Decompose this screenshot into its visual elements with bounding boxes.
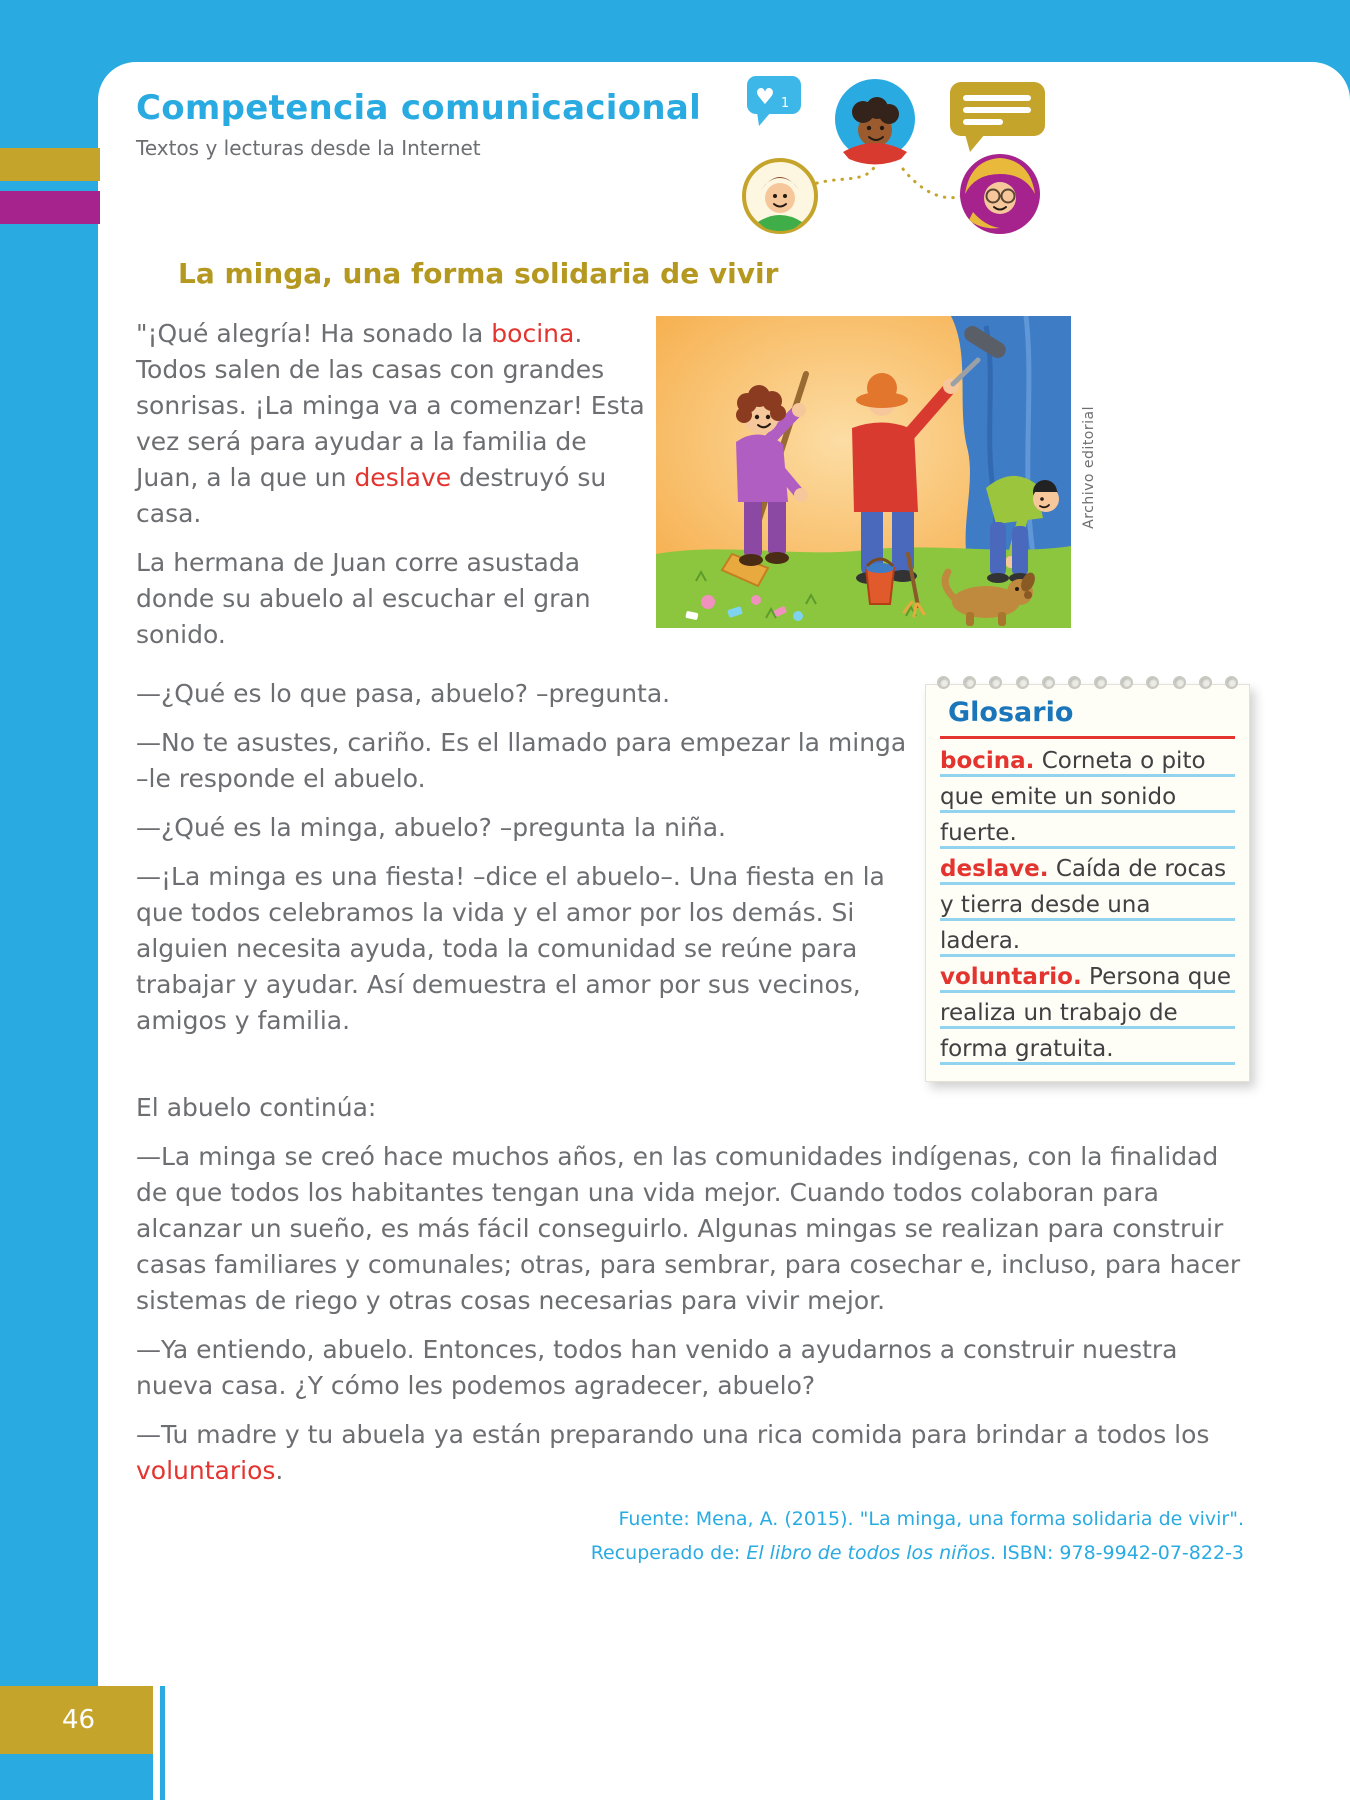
glossary-term: deslave. — [940, 856, 1049, 882]
dialog-column — [136, 676, 925, 1082]
spiral-hole — [1146, 676, 1159, 689]
glossary-entry — [940, 743, 1235, 851]
closing-section — [136, 1090, 1250, 1489]
source-line-2 — [136, 1536, 1244, 1570]
source-line-1: Fuente: Mena, A. (2015). "La minga, una forma solidaria de vivir". — [618, 1508, 1244, 1530]
paragraph: —¡La minga es una fiesta! –dice el abuelo–. Una fiesta en la que todos celebramos la vida y el amor por los demás. Si alguien necesita ayuda, toda la comunidad se reúne para trabajar y ayudar. Así demuestra el amor por sus vecinos, amigos y familia. — [136, 862, 885, 1035]
unit-subtitle: Textos y lecturas desde la Internet — [136, 136, 481, 160]
spiral-hole — [1173, 676, 1186, 689]
glossary-entry — [940, 851, 1235, 959]
spiral-hole — [1094, 676, 1107, 689]
glossary-entries — [940, 741, 1235, 1067]
svg-text:♥: ♥ — [755, 85, 775, 110]
paragraph: —Ya entiendo, abuelo. Entonces, todos han venido a ayudarnos a construir nuestra nueva casa. ¿Y cómo les podemos agradecer, abuelo? — [136, 1335, 1178, 1400]
intro-text-column — [136, 316, 656, 666]
glossary-term: bocina. — [940, 748, 1035, 774]
spiral-hole — [1068, 676, 1081, 689]
text-run: . — [275, 1456, 284, 1485]
glossary-definition: Caída de rocas y tierra desde una ladera. — [940, 856, 1227, 954]
intro-section — [136, 316, 1250, 666]
heart-chat-icon — [747, 76, 801, 126]
spiral-hole — [1199, 676, 1212, 689]
spiral-hole — [963, 676, 976, 689]
spiral-hole — [937, 676, 950, 689]
page-number: 46 — [62, 1705, 96, 1735]
glossary-panel — [925, 676, 1250, 1082]
glossary-definition: Corneta o pito que emite un sonido fuerte. — [940, 748, 1206, 846]
spiral-binding — [925, 676, 1250, 689]
paragraph: —¿Qué es la minga, abuelo? –pregunta la niña. — [136, 813, 727, 842]
text-run: —Tu madre y tu abuela ya están preparando una rica comida para brindar a todos los — [136, 1420, 1210, 1449]
content-card — [98, 62, 1350, 1800]
book-title: El libro de todos los niños — [746, 1542, 990, 1564]
spiral-hole — [1042, 676, 1055, 689]
bottom-divider-line — [160, 1686, 165, 1800]
reading-title: La minga, una forma solidaria de vivir — [178, 257, 779, 290]
page-header — [136, 85, 1250, 239]
boy-avatar-icon — [835, 79, 915, 165]
gold-accent-bar — [0, 148, 100, 181]
paragraph — [136, 1417, 1250, 1489]
spiral-hole — [989, 676, 1002, 689]
minga-illustration — [656, 316, 1071, 628]
spiral-hole — [1016, 676, 1029, 689]
boy2-avatar-icon — [744, 160, 816, 232]
highlight-word: voluntarios — [136, 1456, 276, 1485]
highlight-word: deslave — [354, 463, 452, 492]
header-decoration — [725, 74, 1055, 239]
source-citation — [136, 1502, 1250, 1570]
unit-title: Competencia comunicacional — [136, 88, 702, 128]
girl-avatar-icon — [960, 154, 1040, 234]
glossary-box — [925, 684, 1250, 1082]
spiral-hole — [1225, 676, 1238, 689]
chat-lines-icon — [950, 82, 1045, 152]
paragraph: La hermana de Juan corre asustada donde su abuelo al escuchar el gran sonido. — [136, 548, 591, 649]
glossary-title: Glosario — [940, 695, 1235, 739]
illustration-block — [656, 316, 1250, 666]
paragraph: El abuelo continúa: — [136, 1093, 377, 1122]
spiral-hole — [1120, 676, 1133, 689]
glossary-definition: Persona que realiza un trabajo de forma gratuita. — [940, 964, 1232, 1062]
text-run: . Todos salen de las casas con grandes sonrisas. ¡La minga va a comenzar! Esta vez será para ayudar a la familia de Juan, a la que un — [136, 319, 645, 492]
magenta-accent-bar — [0, 191, 100, 224]
page-number-tab — [0, 1686, 153, 1754]
text-run: . ISBN: 978-9942-07-822-3 — [989, 1542, 1244, 1564]
left-accent-column — [0, 0, 98, 1800]
highlight-word: bocina — [491, 319, 575, 348]
glossary-entry — [940, 959, 1235, 1067]
header-text-block — [136, 88, 701, 160]
photo-credit: Archivo editorial — [1081, 406, 1097, 529]
paragraph: —¿Qué es lo que pasa, abuelo? –pregunta. — [136, 679, 671, 708]
text-run: "¡Qué alegría! Ha sonado la — [136, 319, 492, 348]
text-run: destruyó su casa. — [136, 463, 607, 528]
bottom-cyan-block — [0, 1754, 153, 1800]
paragraph — [136, 316, 656, 532]
paragraph: —No te asustes, cariño. Es el llamado para empezar la minga –le responde el abuelo. — [136, 728, 907, 793]
text-run: Recuperado de: — [590, 1542, 747, 1564]
paragraph: —La minga se creó hace muchos años, en las comunidades indígenas, con la finalidad de que todos los habitantes tengan una vida mejor. Cuando todos colaboran para alcanzar un sueño, es más fácil conseguirlo. Algunas mingas se realizan para construir casas familiares y comunales; otras, para sembrar, para cosechar e, incluso, para hacer sistemas de riego y otras cosas necesarias para vivir mejor. — [136, 1142, 1241, 1315]
dialog-section — [136, 676, 1250, 1082]
glossary-term: voluntario. — [940, 964, 1082, 990]
svg-text:1: 1 — [780, 96, 790, 111]
